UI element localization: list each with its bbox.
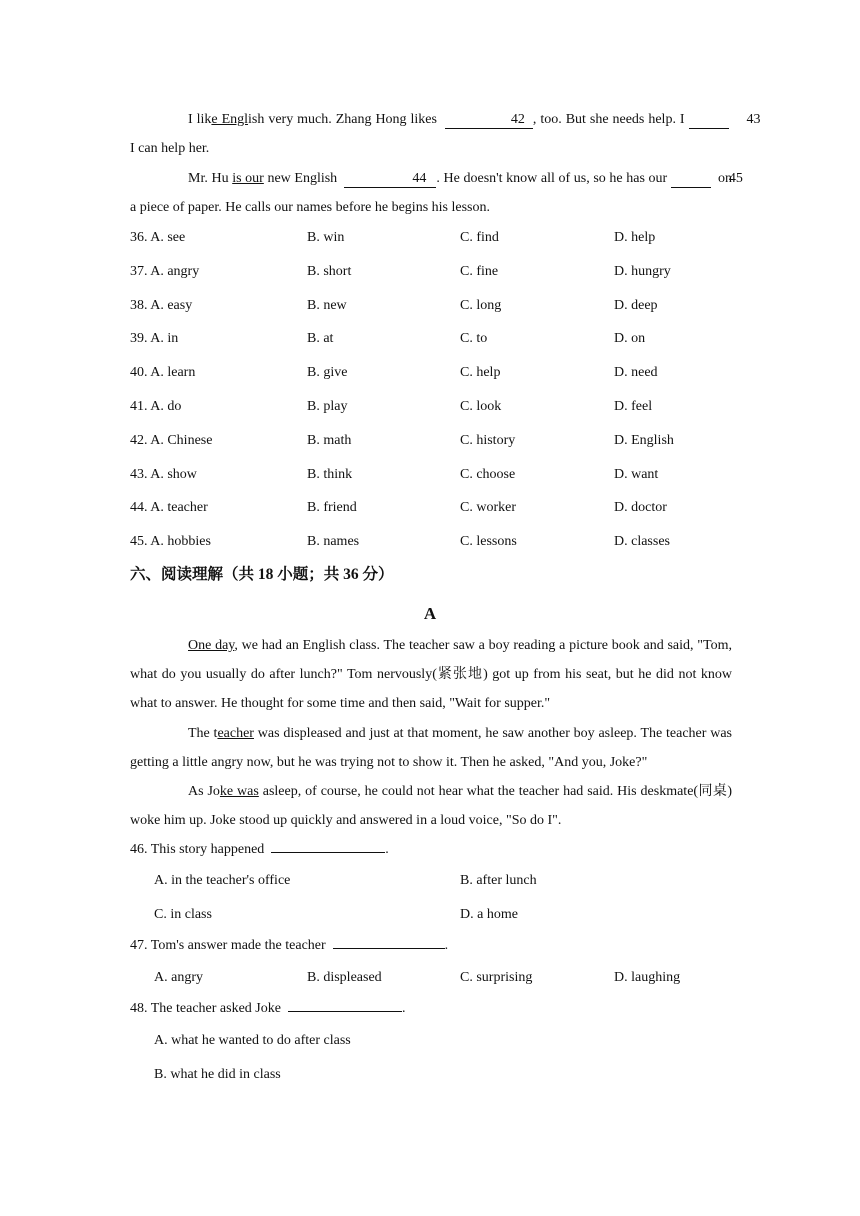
underlined-text: One day (188, 638, 235, 653)
option-a: 37. A. angry (130, 264, 200, 279)
passage-paragraph-1 (130, 631, 732, 718)
text: was displeased and just at that moment, he saw another boy asleep. The teacher was getting a little angry now, but he was trying not to show it. Then he asked, "And you, Joke?" (130, 726, 732, 770)
option-d: D. English (614, 433, 674, 448)
option-d: D. hungry (614, 264, 671, 279)
text: , too. But she needs help. I (532, 112, 685, 127)
option-a: 38. A. easy (130, 298, 193, 313)
option-b: B. play (307, 399, 348, 414)
option-c: C. worker (460, 500, 516, 515)
option-d: D. need (614, 365, 658, 380)
question-stem: 47. Tom's answer made the teacher (130, 938, 326, 953)
option-b: B. short (307, 264, 352, 279)
option-c: C. look (460, 399, 502, 414)
cloze-paragraph-2 (130, 164, 743, 222)
options-row-36 (130, 230, 750, 250)
underlined-text: eacher (217, 726, 254, 741)
options-row-40 (130, 365, 750, 385)
question-46-option-d: D. a home (460, 907, 518, 922)
text: . (401, 1001, 406, 1016)
option-d: D. want (614, 467, 659, 482)
option-a: 39. A. in (130, 331, 179, 346)
option-c: C. fine (460, 264, 499, 279)
question-47-option-b: B. displeased (307, 970, 382, 985)
options-row-37 (130, 264, 750, 284)
question-46-option-c: C. in class (154, 907, 212, 922)
passage-title: A (423, 604, 437, 623)
option-d: D. on (614, 331, 646, 346)
option-b: B. new (307, 298, 347, 313)
text: , we had an English class. The teacher saw a boy reading a picture book and said, "Tom, what do you usually do after lunch?" Tom nervously(紧张地) got up from his seat, but he did not know what to answer. He thought for some time and then said, "Wait for supper." (130, 638, 732, 711)
text: ish very much. Zhang Hong likes (248, 112, 437, 127)
options-row-41 (130, 399, 750, 419)
options-row-39 (130, 331, 750, 351)
cloze-paragraph-1 (130, 105, 761, 163)
option-a: 45. A. hobbies (130, 534, 211, 549)
option-a: 36. A. see (130, 230, 186, 245)
option-c: C. find (460, 230, 499, 245)
options-row-38 (130, 298, 750, 318)
text: on a piece of paper. He calls our names before he begins his lesson. (130, 171, 733, 215)
options-row-44 (130, 500, 750, 520)
option-a: 42. A. Chinese (130, 433, 213, 448)
option-c: C. to (460, 331, 488, 346)
text: I can help her. (130, 141, 210, 156)
answer-blank (333, 948, 445, 949)
text: The t (188, 726, 218, 741)
answer-blank (288, 1011, 402, 1012)
underlined-text: e Engl (211, 112, 249, 127)
question-stem: 48. The teacher asked Joke (130, 1001, 281, 1016)
text: As Jo (188, 784, 220, 799)
question-47-option-c: C. surprising (460, 970, 533, 985)
option-d: D. doctor (614, 500, 667, 515)
option-b: B. think (307, 467, 353, 482)
blank-43: 43 (689, 112, 729, 129)
question-47-option-a: A. angry (154, 970, 203, 985)
option-c: C. choose (460, 467, 516, 482)
text: asleep, of course, he could not hear what the teacher had said. His deskmate(同桌) woke him up. Joke stood up quickly and answered in a loud voice, "So do I". (130, 784, 732, 828)
option-c: C. help (460, 365, 501, 380)
blank-45: 45 (671, 171, 711, 188)
text: . He doesn't know all of us, so he has our (436, 171, 668, 186)
option-b: B. math (307, 433, 352, 448)
option-d: D. feel (614, 399, 653, 414)
blank-44: 44 (344, 171, 436, 188)
option-c: C. history (460, 433, 516, 448)
question-46 (130, 842, 389, 858)
option-b: B. win (307, 230, 345, 245)
text: . (385, 842, 389, 857)
question-47-option-d: D. laughing (614, 970, 681, 985)
question-46-option-a: A. in the teacher's office (154, 873, 291, 888)
passage-paragraph-3 (130, 777, 732, 835)
option-a: 40. A. learn (130, 365, 196, 380)
question-48-option-a: A. what he wanted to do after class (154, 1033, 351, 1048)
option-c: C. lessons (460, 534, 517, 549)
text: Mr. Hu (188, 171, 229, 186)
question-47 (130, 938, 448, 954)
question-48 (130, 1001, 405, 1017)
option-c: C. long (460, 298, 502, 313)
underlined-text: ke was (219, 784, 259, 799)
option-a: 44. A. teacher (130, 500, 208, 515)
question-48-option-b: B. what he did in class (154, 1067, 281, 1082)
options-row-43 (130, 467, 750, 487)
option-b: B. give (307, 365, 348, 380)
option-b: B. at (307, 331, 334, 346)
option-a: 41. A. do (130, 399, 182, 414)
question-46-option-b: B. after lunch (460, 873, 537, 888)
option-d: D. classes (614, 534, 670, 549)
text: I lik (188, 112, 212, 127)
underlined-text: is our (232, 171, 264, 186)
options-row-45 (130, 534, 750, 554)
option-d: D. deep (614, 298, 658, 313)
section-title: 六、阅读理解（共 18 小题；共 36 分） (130, 566, 394, 583)
question-stem: 46. This story happened (130, 842, 265, 857)
blank-42: 42 (445, 112, 533, 129)
option-b: B. friend (307, 500, 357, 515)
options-row-42 (130, 433, 750, 453)
passage-paragraph-2 (130, 719, 732, 777)
text: new English (267, 171, 338, 186)
answer-blank (271, 852, 385, 853)
option-b: B. names (307, 534, 360, 549)
option-a: 43. A. show (130, 467, 197, 482)
option-d: D. help (614, 230, 656, 245)
text: . (444, 938, 449, 953)
